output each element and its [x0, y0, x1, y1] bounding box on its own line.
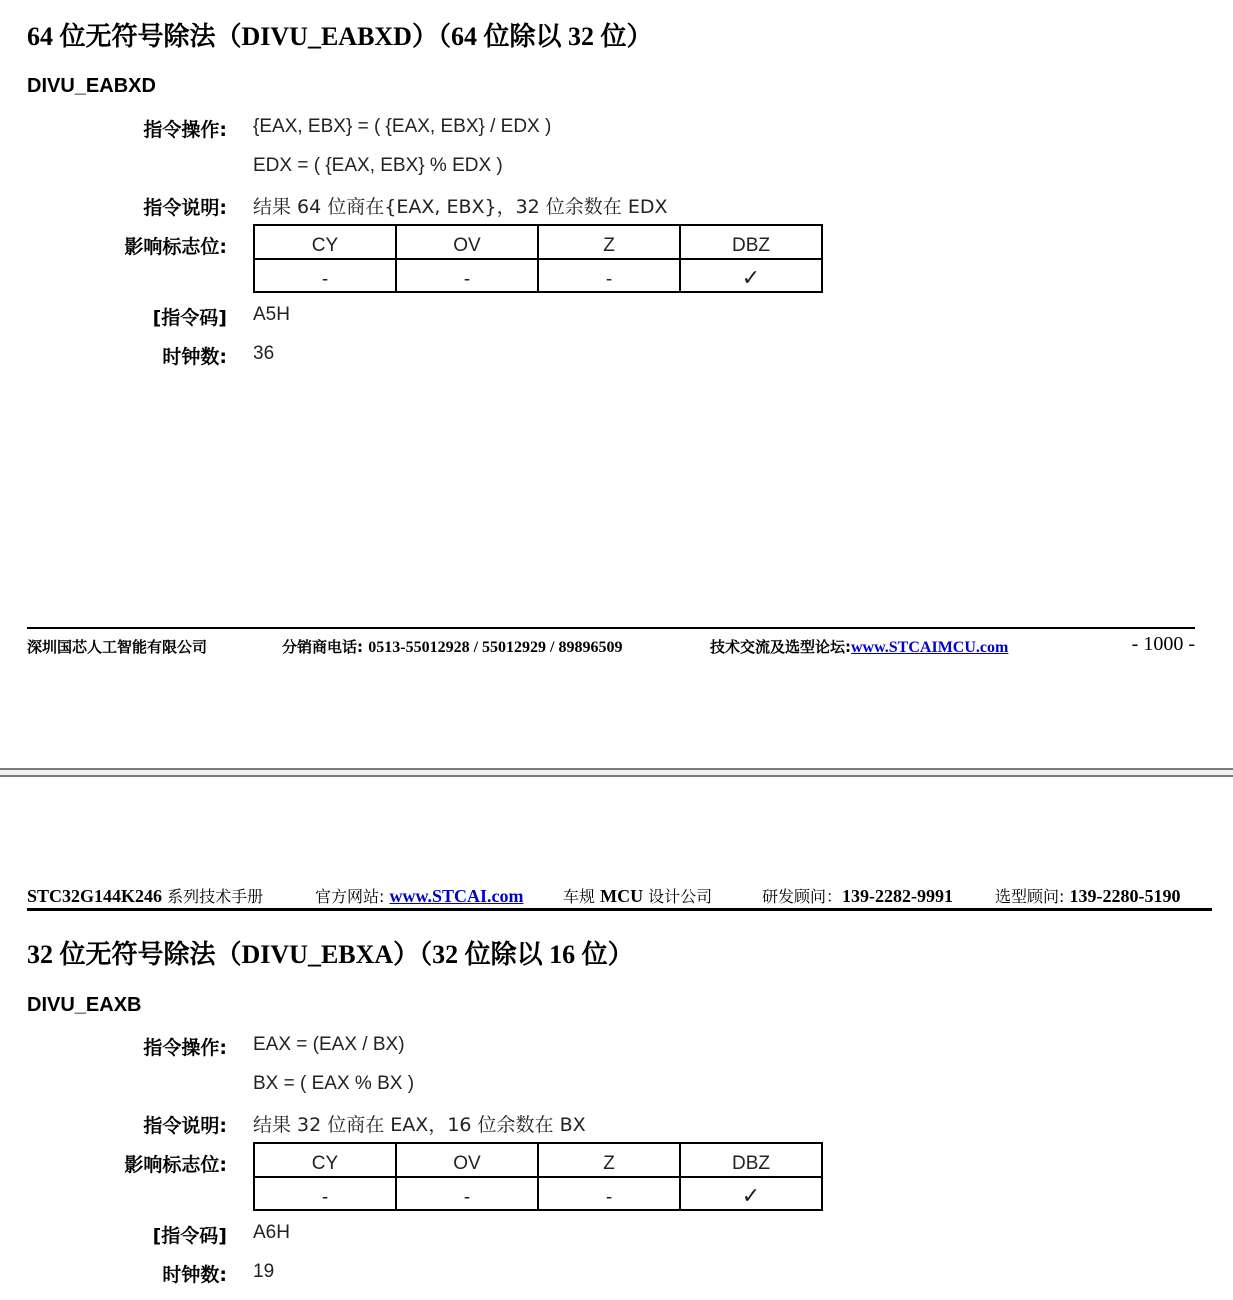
- footer-company: 深圳国芯人工智能有限公司: [27, 638, 208, 656]
- header-site: 官方网站: www.STCAI.com: [315, 886, 524, 906]
- forum-link[interactable]: www.STCAIMCU.com: [851, 639, 1009, 656]
- flag-header-z: Z: [538, 1143, 680, 1177]
- flag-value-cy: -: [254, 1177, 396, 1210]
- flags-label: 影响标志位:: [124, 1154, 227, 1176]
- flag-value-cy: -: [254, 259, 396, 292]
- instruction-name: DIVU_EAXB: [27, 994, 142, 1016]
- operation-line-1: {EAX, EBX} = ( {EAX, EBX} / EDX ): [253, 116, 552, 137]
- flag-header-cy: CY: [254, 225, 396, 259]
- page-separator: [0, 768, 1233, 777]
- operation-line-1: EAX = (EAX / BX): [253, 1034, 405, 1055]
- flags-table: [253, 224, 823, 293]
- header-divider: [27, 908, 1212, 911]
- clocks-value: 19: [253, 1261, 275, 1282]
- clocks-label: 时钟数:: [162, 1264, 227, 1286]
- section-title: 32 位无符号除法（DIVU_EBXA）（32 位除以 16 位）: [27, 940, 634, 969]
- flag-header-z: Z: [538, 225, 680, 259]
- header-company: 车规 MCU 设计公司: [563, 886, 713, 906]
- operation-line-2: EDX = ( {EAX, EBX} % EDX ): [253, 155, 503, 176]
- description-label: 指令说明:: [143, 1115, 227, 1137]
- header-rd-advisor: 研发顾问：139-2282-9991: [762, 886, 954, 906]
- opcode-label: [指令码]: [152, 307, 227, 329]
- opcode-value: A6H: [253, 1222, 290, 1243]
- flag-header-ov: OV: [396, 225, 538, 259]
- clocks-label: 时钟数:: [162, 346, 227, 368]
- operation-label: 指令操作:: [143, 119, 227, 141]
- footer-divider: [27, 627, 1195, 629]
- operation-line-2: BX = ( EAX % BX ): [253, 1073, 415, 1094]
- footer-forum: 技术交流及选型论坛:www.STCAIMCU.com: [710, 638, 1009, 656]
- flags-table: [253, 1142, 823, 1211]
- flag-header-dbz: DBZ: [680, 1143, 822, 1177]
- flags-label: 影响标志位:: [124, 236, 227, 258]
- clocks-value: 36: [253, 343, 275, 364]
- footer-phone: 分销商电话: 0513-55012928 / 55012929 / 89896509: [282, 638, 623, 656]
- flag-value-ov: -: [396, 259, 538, 292]
- flag-header-dbz: DBZ: [680, 225, 822, 259]
- opcode-label: [指令码]: [152, 1225, 227, 1247]
- flag-value-dbz: ✓: [680, 1177, 822, 1210]
- flag-header-ov: OV: [396, 1143, 538, 1177]
- header-manual: STC32G144K246 系列技术手册: [27, 886, 264, 906]
- flag-value-ov: -: [396, 1177, 538, 1210]
- page-number: - 1000 -: [1131, 633, 1195, 655]
- description-label: 指令说明:: [143, 197, 227, 219]
- description-text: 结果 64 位商在{EAX, EBX}，32 位余数在 EDX: [253, 196, 668, 218]
- site-link[interactable]: www.STCAI.com: [389, 886, 524, 906]
- flag-value-z: -: [538, 259, 680, 292]
- instruction-name: DIVU_EABXD: [27, 75, 156, 97]
- header-sel-advisor: 选型顾问: 139-2280-5190: [995, 886, 1181, 906]
- opcode-value: A5H: [253, 304, 290, 325]
- flag-value-z: -: [538, 1177, 680, 1210]
- flag-header-cy: CY: [254, 1143, 396, 1177]
- operation-label: 指令操作:: [143, 1037, 227, 1059]
- flag-value-dbz: ✓: [680, 259, 822, 292]
- description-text: 结果 32 位商在 EAX，16 位余数在 BX: [253, 1114, 586, 1136]
- section-title: 64 位无符号除法（DIVU_EABXD）（64 位除以 32 位）: [27, 22, 653, 51]
